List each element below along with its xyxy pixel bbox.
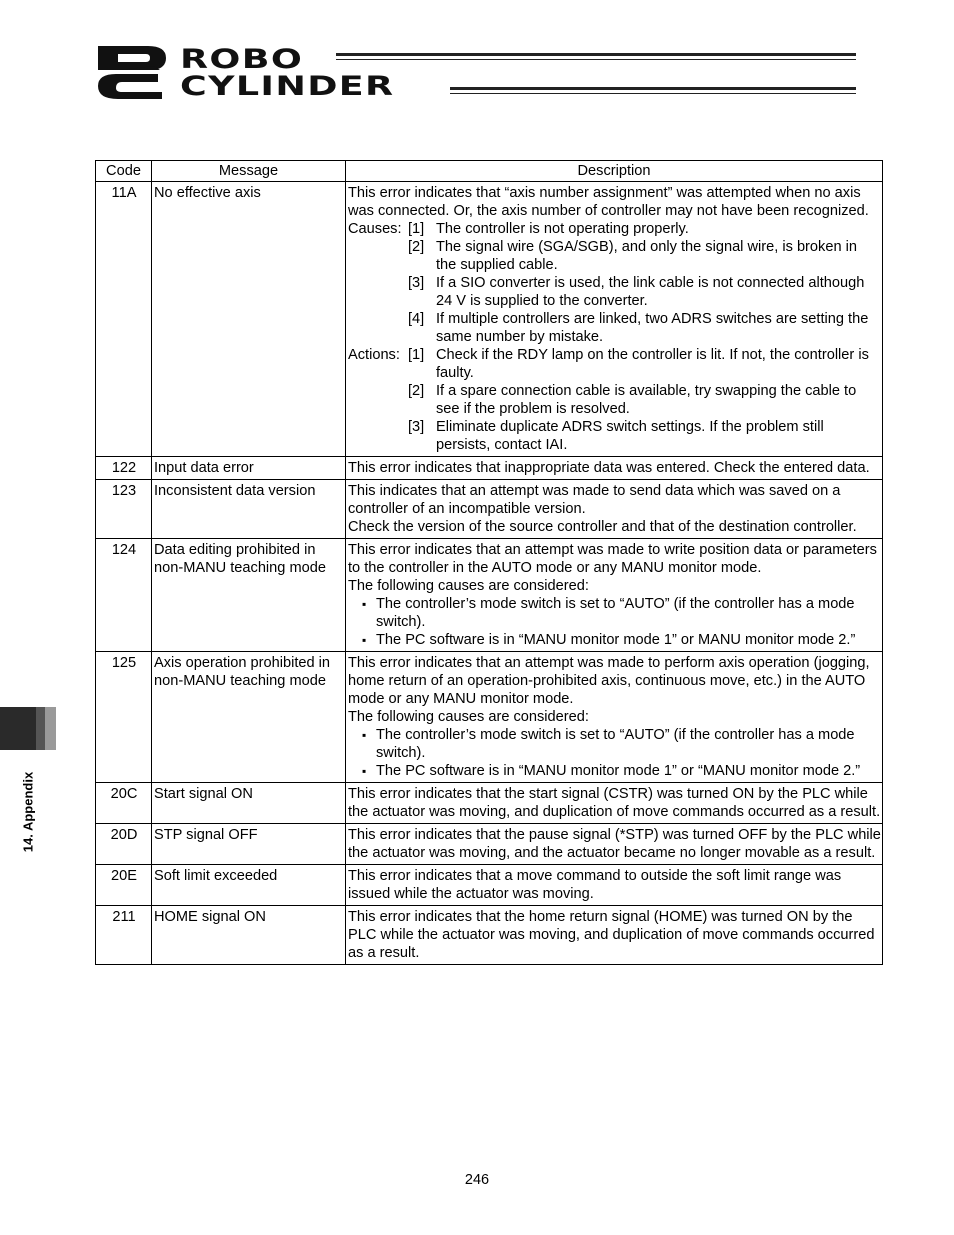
table-row [96,539,883,652]
bullet-dot-icon: ▪ [362,764,367,778]
bullet-text: The controller’s mode switch is set to “AUTO” (if the controller has a mode switch). [376,727,855,761]
cause-label [348,238,408,274]
error-message: Inconsistent data version [152,480,346,539]
cause-list [348,220,881,346]
error-message: Input data error [152,457,346,480]
action-list [348,346,881,454]
table-row [96,824,883,865]
action-number: [3] [408,419,425,435]
cause-label [348,274,408,310]
chapter-tab-marker [0,707,56,750]
brand-line-robo: ROBO [180,44,304,75]
description-paragraph: This error indicates that a move command to outside the soft limit range was issued while the actuator was moving. [348,868,842,902]
table-header-row [96,161,883,182]
description-paragraph: This error indicates that an attempt was made to perform axis operation (jogging, home return of an operation-prohibited axis, continuous move, etc.) in the AUTO mode or any MANU monitor mode. [348,655,870,707]
brand-line-cylinder: CYLINDER [180,71,395,102]
error-code: 20D [96,824,152,865]
error-description [346,539,883,652]
description-paragraph: This error indicates that “axis number assignment” was attempted when no axis was connected. Or, the axis number of controller may not have been recognized. [348,185,869,219]
description-paragraph: This error indicates that the pause signal (*STP) was turned OFF by the PLC while the actuator was moving, and the actuator became no longer movable as a result. [348,827,881,861]
error-code: 122 [96,457,152,480]
error-code: 124 [96,539,152,652]
description-paragraph: The following causes are considered: [348,578,589,594]
bullet-list [348,595,881,649]
header-rule-top [336,53,856,56]
error-description [346,783,883,824]
action-text: Eliminate duplicate ADRS switch settings. If the problem still persists, contact IAI. [436,419,824,453]
table-row [96,182,883,457]
bullet-list [348,726,881,780]
description-paragraph: This error indicates that the home return signal (HOME) was turned ON by the PLC while the actuator was moving, and duplication of move commands occurred as a result. [348,909,875,961]
description-paragraph: This indicates that an attempt was made to send data which was saved on a controller of an incompatible version. [348,483,841,517]
error-description [346,824,883,865]
error-description [346,865,883,906]
error-message: HOME signal ON [152,906,346,965]
page-number: 246 [464,1172,490,1188]
error-code: 211 [96,906,152,965]
action-label [348,418,408,454]
bullet-text: The PC software is in “MANU monitor mode 1” or “MANU monitor mode 2.” [376,763,861,779]
error-message: Axis operation prohibited in non-MANU teaching mode [152,652,346,783]
error-description [346,457,883,480]
error-message: Data editing prohibited in non-MANU teaching mode [152,539,346,652]
bullet-text: The PC software is in “MANU monitor mode 1” or MANU monitor mode 2.” [376,632,856,648]
action-text: If a spare connection cable is available, try swapping the cable to see if the problem is resolved. [436,383,857,417]
description-paragraph: Check the version of the source controller and that of the destination controller. [348,519,857,535]
action-text: Check if the RDY lamp on the controller is lit. If not, the controller is faulty. [436,347,869,381]
bullet-dot-icon: ▪ [362,633,367,647]
action-label: Actions: [348,347,400,363]
error-code: 20E [96,865,152,906]
table-row [96,783,883,824]
description-paragraph: The following causes are considered: [348,709,589,725]
error-message: STP signal OFF [152,824,346,865]
cause-text: The signal wire (SGA/SGB), and only the signal wire, is broken in the supplied cable. [436,239,857,273]
header-description: Description [346,161,883,182]
cause-label [348,310,408,346]
bullet-dot-icon: ▪ [362,728,367,742]
error-code: 125 [96,652,152,783]
cause-text: The controller is not operating properly. [436,221,689,237]
cause-number: [1] [408,221,425,237]
header-message: Message [152,161,346,182]
action-number: [1] [408,347,425,363]
table-row [96,652,883,783]
robo-cylinder-logo [96,44,876,102]
action-number: [2] [408,383,425,399]
cause-number: [3] [408,275,425,291]
table-row [96,457,883,480]
error-message: Soft limit exceeded [152,865,346,906]
error-code-table [95,160,883,965]
error-message: Start signal ON [152,783,346,824]
chapter-side-label: 14. Appendix [20,771,36,853]
error-code: 11A [96,182,152,457]
cause-text: If a SIO converter is used, the link cable is not connected although 24 V is supplied to the converter. [436,275,865,309]
error-description [346,652,883,783]
description-paragraph: This error indicates that the start signal (CSTR) was turned ON by the PLC while the actuator was moving, and duplication of move commands occurred as a result. [348,786,881,820]
cause-number: [4] [408,311,425,327]
cause-label: Causes: [348,221,402,237]
error-code: 20C [96,783,152,824]
description-paragraph: This error indicates that an attempt was made to write position data or parameters to the controller in the AUTO mode or any MANU monitor mode. [348,542,877,576]
table-row [96,480,883,539]
cause-text: If multiple controllers are linked, two ADRS switches are setting the same number by mistake. [436,311,869,345]
bullet-dot-icon: ▪ [362,597,367,611]
bullet-text: The controller’s mode switch is set to “AUTO” (if the controller has a mode switch). [376,596,855,630]
header-code: Code [96,161,152,182]
error-description [346,906,883,965]
table-row [96,906,883,965]
header-rule-bottom [450,87,856,90]
error-code: 123 [96,480,152,539]
table-row [96,865,883,906]
cause-number: [2] [408,239,425,255]
error-message: No effective axis [152,182,346,457]
action-label [348,382,408,418]
error-description [346,182,883,457]
description-paragraph: This error indicates that inappropriate data was entered. Check the entered data. [348,460,870,476]
error-description [346,480,883,539]
rc-logo-mark [96,44,176,100]
